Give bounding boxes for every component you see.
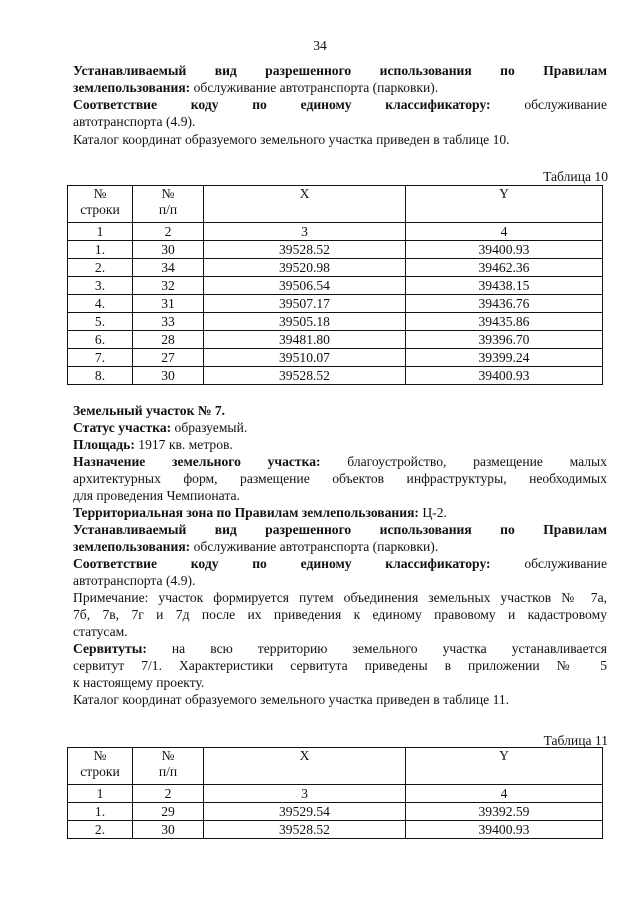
table-row-cell-2: 32 <box>133 277 204 295</box>
table-row-cell-1: 3. <box>68 277 133 295</box>
table-row-cell-3: 39510.07 <box>204 349 406 367</box>
servitude-line-3: к настоящему проекту. <box>73 675 205 690</box>
table-row-cell-1: 4. <box>68 295 133 313</box>
table-row <box>68 367 603 385</box>
table-index-row-cell-4: 4 <box>406 223 603 241</box>
catalog-text: Каталог координат образуемого земельного участка приведен в таблице 10. <box>73 132 510 147</box>
table-row-cell-2: 28 <box>133 331 204 349</box>
table-row-cell-3: 39528.52 <box>204 367 406 385</box>
table-row <box>68 349 603 367</box>
table-row-cell-1: 7. <box>68 349 133 367</box>
servitude-line-1: Сервитуты: на всю территорию земельного участка устанавливается <box>73 641 607 656</box>
table-row-cell-1: 2. <box>68 259 133 277</box>
plot7-code-line-2: автотранспорта (4.9). <box>73 573 196 588</box>
plot7-use-line-2: землепользования: обслуживание автотранспорта (парковки). <box>73 539 439 554</box>
page-number: 34 <box>313 38 327 53</box>
table-row-cell-4: 39399.24 <box>406 349 603 367</box>
table-row-cell-3: 39520.98 <box>204 259 406 277</box>
table-header-row-cell-2: № п/п <box>133 748 204 785</box>
intro-section <box>73 62 607 148</box>
table-row-cell-2: 30 <box>133 367 204 385</box>
table-row-cell-4: 39400.93 <box>406 821 603 839</box>
table-row <box>68 803 603 821</box>
table-header-row-cell-4: Y <box>406 748 603 785</box>
table-row-cell-4: 39438.15 <box>406 277 603 295</box>
plot7-zone: Территориальная зона по Правилам землепользования: Ц-2. <box>73 505 447 520</box>
use-line-1: Устанавливаемый вид разрешенного использования по Правилам <box>73 63 607 78</box>
table-row <box>68 821 603 839</box>
table-row-cell-1: 1. <box>68 803 133 821</box>
table-row-cell-1: 6. <box>68 331 133 349</box>
catalog-text-11: Каталог координат образуемого земельного участка приведен в таблице 11. <box>73 692 510 707</box>
code-line-1: Соответствие коду по единому классификатору: обслуживание <box>73 97 607 112</box>
table-row <box>68 277 603 295</box>
note-line-2: 7б, 7в, 7г и 7д после их приведения к единому правовому и кадастровому <box>73 607 607 622</box>
table-index-row-cell-2: 2 <box>133 785 204 803</box>
table-row-cell-4: 39462.36 <box>406 259 603 277</box>
purpose-line-2: архитектурных форм, размещение объектов инфраструктуры, необходимых <box>73 471 607 486</box>
table-10 <box>67 185 603 385</box>
table-index-row <box>68 785 603 803</box>
table-row-cell-2: 27 <box>133 349 204 367</box>
table-row-cell-1: 1. <box>68 241 133 259</box>
table-index-row-cell-3: 3 <box>204 223 406 241</box>
table-index-row-cell-4: 4 <box>406 785 603 803</box>
code-line-2: автотранспорта (4.9). <box>73 114 196 129</box>
plot7-area: Площадь: 1917 кв. метров. <box>73 437 233 452</box>
table-row-cell-3: 39528.52 <box>204 241 406 259</box>
plot7-section <box>73 402 607 708</box>
table-header-row-cell-3: X <box>204 186 406 223</box>
table-header-row-cell-2: № п/п <box>133 186 204 223</box>
table-row <box>68 259 603 277</box>
note-line-3: статусам. <box>73 624 128 639</box>
note-line-1: Примечание: участок формируется путем объединения земельных участков № 7а, <box>73 590 607 605</box>
plot7-use-line-1: Устанавливаемый вид разрешенного использования по Правилам <box>73 522 607 537</box>
purpose-line-3: для проведения Чемпионата. <box>73 488 240 503</box>
table-11 <box>67 747 603 839</box>
table-index-row-cell-1: 1 <box>68 785 133 803</box>
table-index-row-cell-3: 3 <box>204 785 406 803</box>
plot7-status: Статус участка: образуемый. <box>73 420 248 435</box>
table-row-cell-2: 30 <box>133 821 204 839</box>
table-row-cell-2: 30 <box>133 241 204 259</box>
use-line-2: землепользования: обслуживание автотранспорта (парковки). <box>73 80 439 95</box>
plot7-code-line-1: Соответствие коду по единому классификатору: обслуживание <box>73 556 607 571</box>
table-header-row-cell-3: X <box>204 748 406 785</box>
table10-caption: Таблица 10 <box>543 169 608 184</box>
table-row-cell-4: 39392.59 <box>406 803 603 821</box>
table-index-row <box>68 223 603 241</box>
table-row-cell-1: 8. <box>68 367 133 385</box>
table-header-row <box>68 186 603 223</box>
table-row-cell-3: 39528.52 <box>204 821 406 839</box>
table-header-row <box>68 748 603 785</box>
table-row <box>68 331 603 349</box>
servitude-line-2: сервитут 7/1. Характеристики сервитута приведены в приложении № 5 <box>73 658 607 673</box>
plot7-title: Земельный участок № 7. <box>73 403 226 418</box>
table-row <box>68 313 603 331</box>
table11-caption: Таблица 11 <box>543 733 608 748</box>
table-row-cell-4: 39436.76 <box>406 295 603 313</box>
table-index-row-cell-1: 1 <box>68 223 133 241</box>
table-row-cell-3: 39505.18 <box>204 313 406 331</box>
table-row-cell-2: 34 <box>133 259 204 277</box>
table-row-cell-2: 29 <box>133 803 204 821</box>
table-row-cell-3: 39529.54 <box>204 803 406 821</box>
table-row-cell-1: 5. <box>68 313 133 331</box>
table-row-cell-4: 39400.93 <box>406 367 603 385</box>
table-header-row-cell-4: Y <box>406 186 603 223</box>
table-row <box>68 295 603 313</box>
table-row-cell-4: 39400.93 <box>406 241 603 259</box>
table-row-cell-2: 31 <box>133 295 204 313</box>
table-index-row-cell-2: 2 <box>133 223 204 241</box>
table-header-row-cell-1: № строки <box>68 186 133 223</box>
table-row-cell-3: 39481.80 <box>204 331 406 349</box>
table-row-cell-3: 39506.54 <box>204 277 406 295</box>
table-row <box>68 241 603 259</box>
table-row-cell-3: 39507.17 <box>204 295 406 313</box>
table-row-cell-4: 39396.70 <box>406 331 603 349</box>
table-row-cell-1: 2. <box>68 821 133 839</box>
purpose-line-1: Назначение земельного участка: благоустройство, размещение малых <box>73 454 607 469</box>
table-header-row-cell-1: № строки <box>68 748 133 785</box>
table-row-cell-4: 39435.86 <box>406 313 603 331</box>
table-row-cell-2: 33 <box>133 313 204 331</box>
